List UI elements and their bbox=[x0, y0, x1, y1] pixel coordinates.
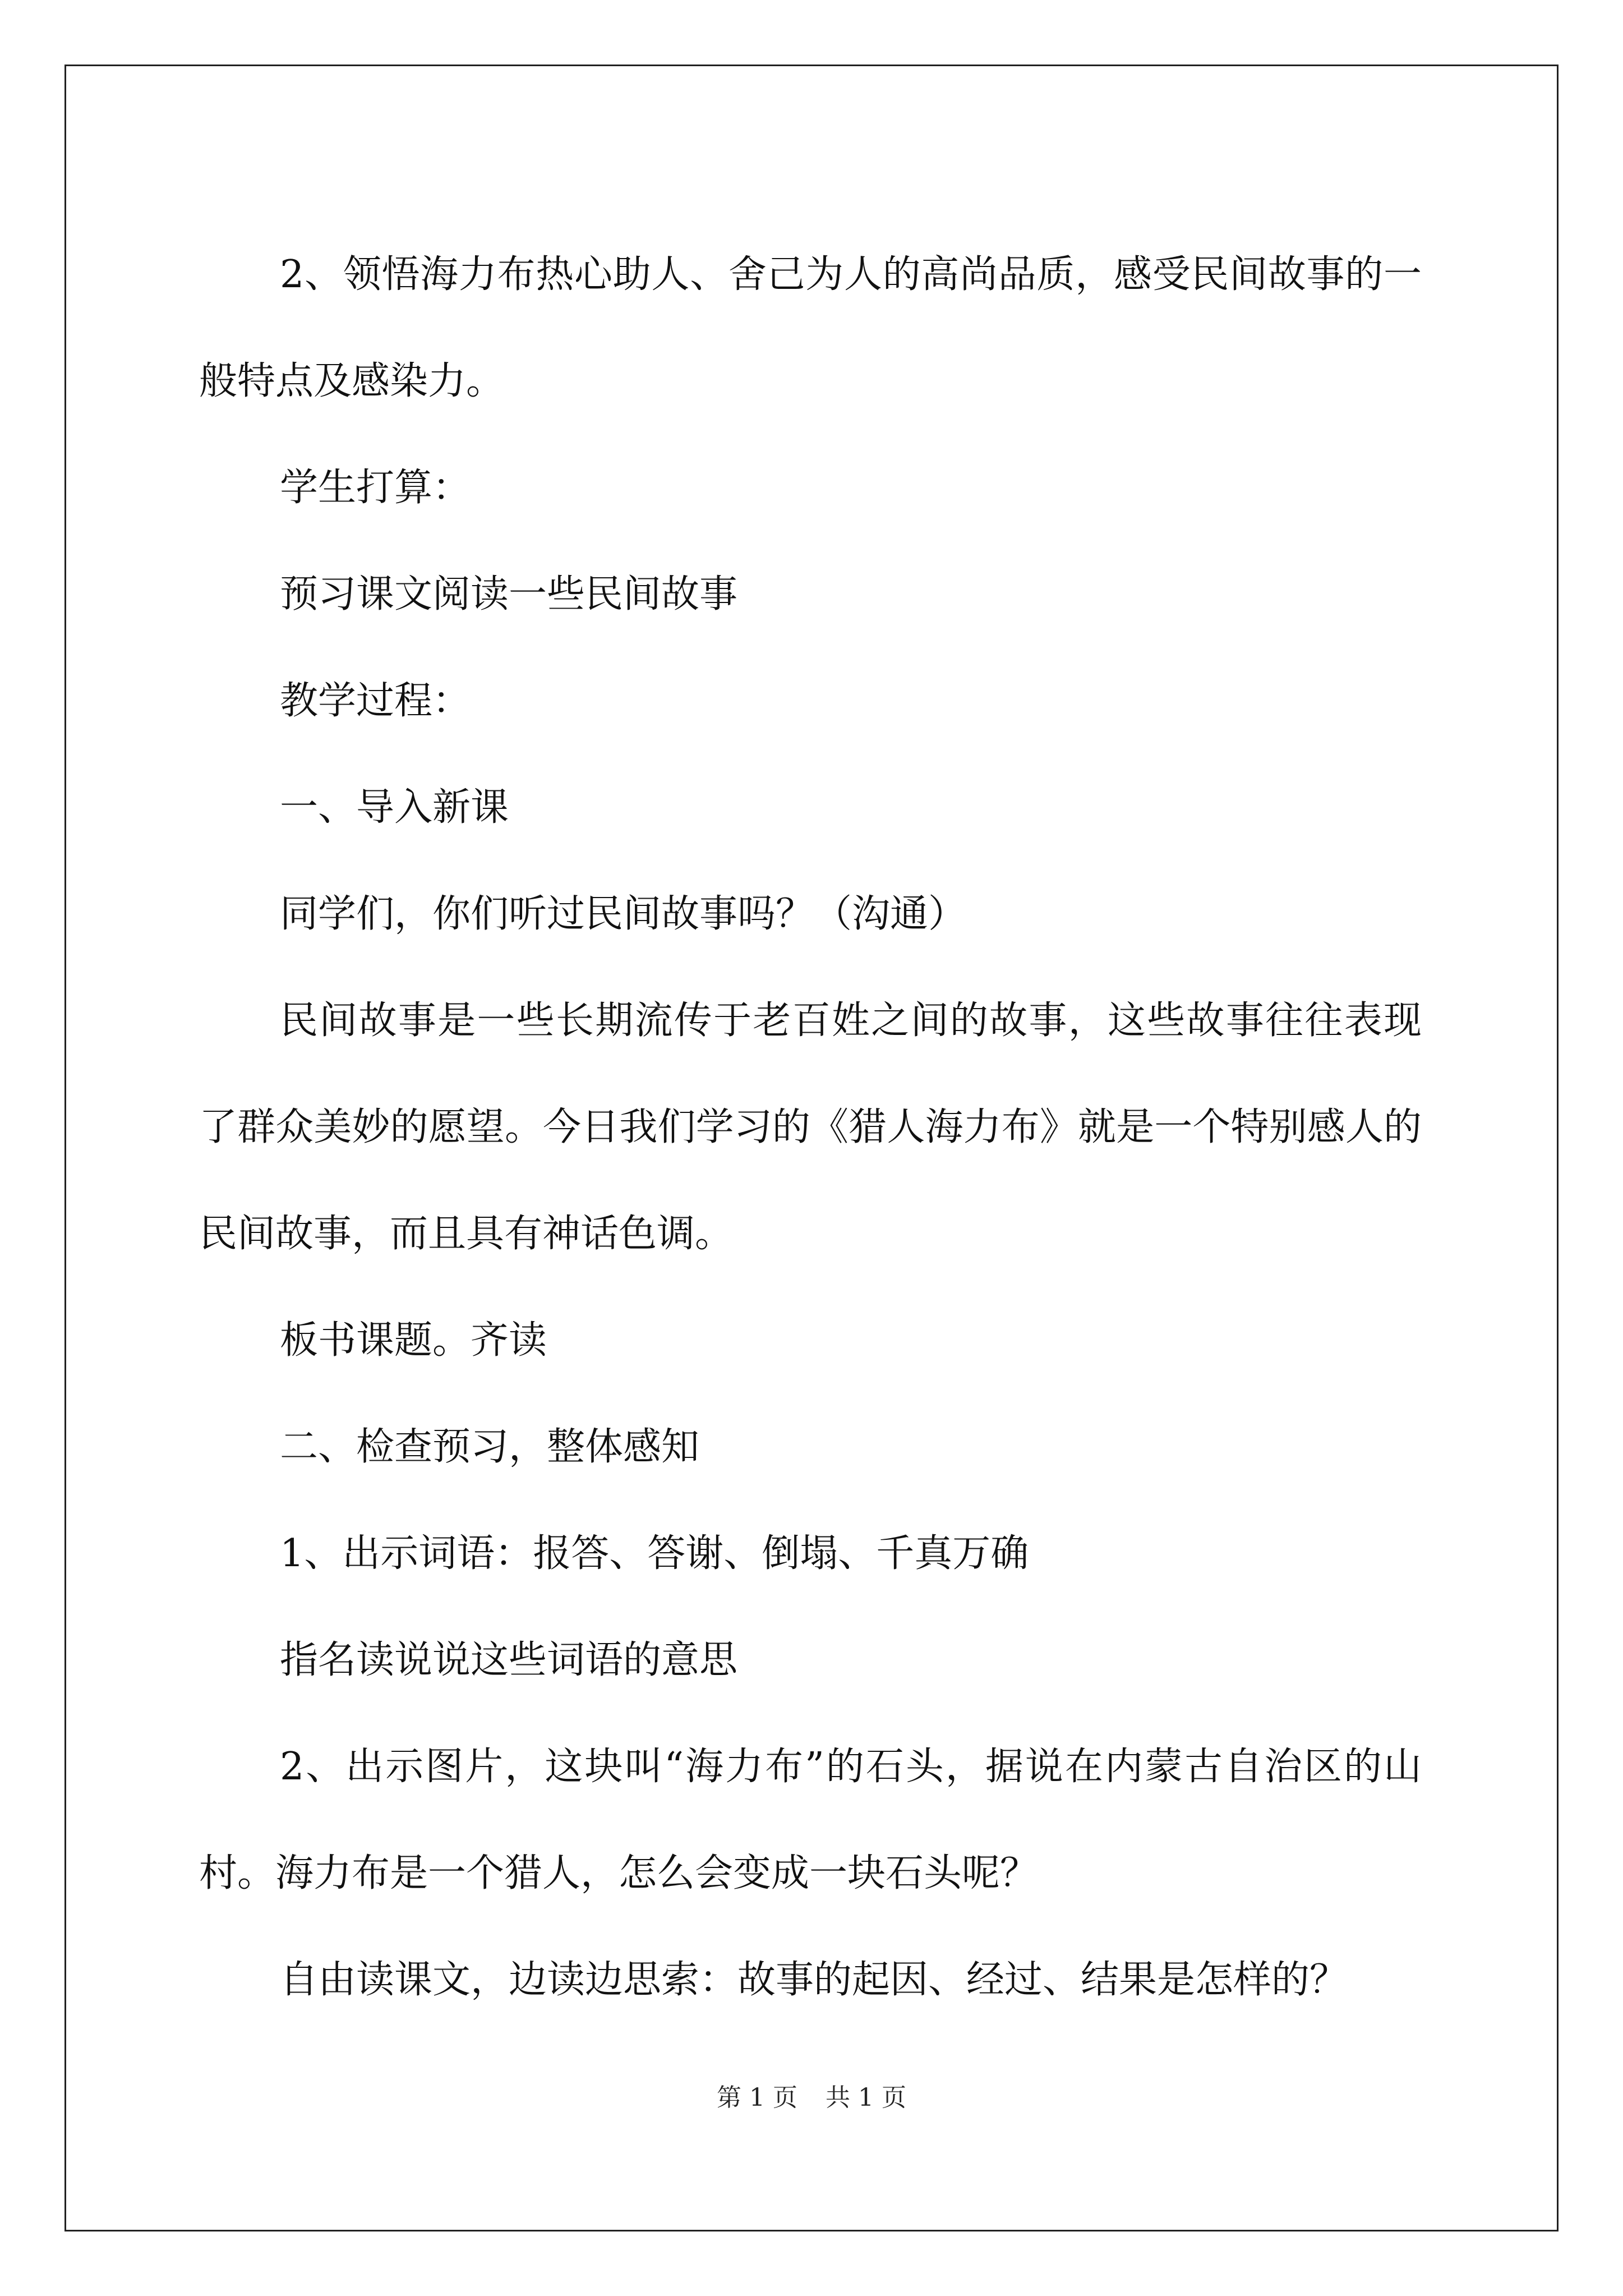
page-footer bbox=[0, 2081, 1623, 2115]
paragraph-vocabulary: 1、出示词语：报答、答谢、倒塌、千真万确 bbox=[280, 1531, 1029, 1576]
paragraph-section-2: 二、检查预习，整体感知 bbox=[280, 1425, 700, 1469]
document-body bbox=[199, 222, 1422, 2033]
paragraph-process-heading: 教学过程： bbox=[280, 679, 471, 723]
paragraph-intro: 民间故事是一些长期流传于老百姓之间的故事，这些故事往往表现了群众美妙的愿望。今日我们学习的《猎人海力布》就是一个特别感人的民间故事，而且具有神话色调。 bbox=[199, 999, 1422, 1256]
page-total: 共 1 页 bbox=[826, 2083, 906, 2112]
paragraph-objective-2: 2、领悟海力布热心助人、舍己为人的高尚品质，感受民间故事的一般特点及感染力。 bbox=[199, 252, 1422, 403]
paragraph-section-1: 一、导入新课 bbox=[280, 785, 509, 830]
paragraph-student-prep: 预习课文阅读一些民间故事 bbox=[280, 572, 738, 616]
paragraph-picture: 2、出示图片，这块叫“海力布”的石头，据说在内蒙古自治区的山村。海力布是一个猎人，怎么会变成一块石头呢？ bbox=[199, 1745, 1422, 1895]
page-number: 第 1 页 bbox=[717, 2083, 797, 2112]
paragraph-title-reading: 板书课题。齐读 bbox=[280, 1318, 547, 1363]
paragraph-question: 同学们，你们听过民间故事吗？（沟通） bbox=[280, 892, 967, 936]
paragraph-reading-task: 自由读课文，边读边思索：故事的起因、经过、结果是怎样的？ bbox=[280, 1958, 1348, 2002]
paragraph-vocabulary-task: 指名读说说这些词语的意思 bbox=[280, 1638, 738, 1682]
paragraph-student-prep-heading: 学生打算： bbox=[280, 466, 471, 510]
